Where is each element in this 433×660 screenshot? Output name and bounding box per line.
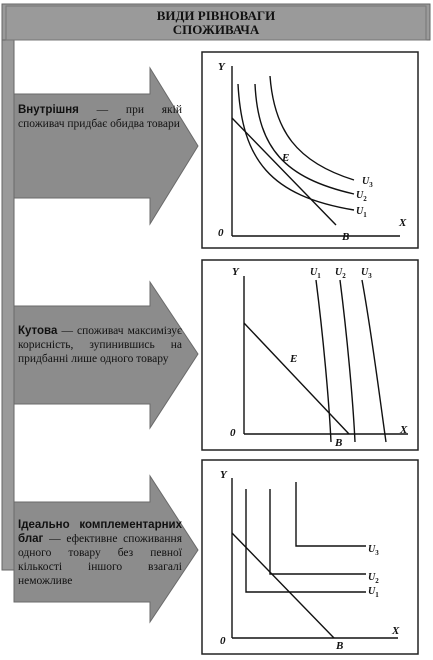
x-axis-label: X bbox=[400, 424, 408, 436]
graph-interior bbox=[202, 52, 418, 248]
u1-label: $U_1$ bbox=[368, 586, 379, 599]
description-complements bbox=[18, 518, 182, 588]
title-line-2: СПОЖИВАЧА bbox=[172, 22, 260, 37]
u2-label: $U_2$ bbox=[356, 190, 367, 203]
u2-label: $U_2$ bbox=[335, 267, 346, 280]
description-corner bbox=[18, 324, 182, 366]
y-axis-label: Y bbox=[218, 61, 225, 73]
text-interior: — при якій споживач придбає обидва товари bbox=[18, 104, 182, 130]
budget-end-label: B bbox=[335, 437, 343, 449]
u3-label: $U_3$ bbox=[362, 176, 373, 189]
equilibrium-label: E bbox=[282, 152, 290, 164]
y-axis-label: Y bbox=[232, 266, 239, 278]
graph-corner bbox=[202, 260, 418, 450]
origin-label: 0 bbox=[230, 427, 236, 439]
u2-label: $U_2$ bbox=[368, 572, 379, 585]
title-line-1: ВИДИ РІВНОВАГИ bbox=[156, 8, 276, 23]
u3-label: $U_3$ bbox=[361, 267, 372, 280]
description-interior bbox=[18, 103, 182, 131]
x-axis-label: X bbox=[392, 625, 400, 637]
budget-end-label: B bbox=[336, 640, 344, 652]
graph-complements bbox=[202, 460, 418, 654]
graph-corner-frame bbox=[202, 260, 418, 450]
graph-complements-frame bbox=[202, 460, 418, 654]
u1-label: $U_1$ bbox=[356, 206, 367, 219]
x-axis-label: X bbox=[399, 217, 407, 229]
u3-label: $U_3$ bbox=[368, 544, 379, 557]
origin-label: 0 bbox=[220, 635, 226, 647]
spine-bar bbox=[2, 40, 14, 570]
budget-end-label: B bbox=[342, 231, 350, 243]
origin-label: 0 bbox=[218, 227, 224, 239]
text-complements: — ефективне споживання одного товару без певної кількості іншого взагалі неможливе bbox=[18, 533, 182, 587]
term-corner: Кутова bbox=[18, 325, 58, 337]
u1-label: $U_1$ bbox=[310, 267, 321, 280]
equilibrium-label: E bbox=[290, 353, 298, 365]
arrow-1 bbox=[14, 68, 198, 224]
text-corner: — споживач максимізує корисність, зупинившись на придбанні лише одного товару bbox=[18, 325, 182, 365]
y-axis-label: Y bbox=[220, 469, 227, 481]
graph-interior-frame bbox=[202, 52, 418, 248]
term-interior: Внутрішня bbox=[18, 104, 79, 116]
term-complements: Ідеально комплементарних благ bbox=[18, 519, 182, 545]
page-title bbox=[6, 6, 426, 40]
